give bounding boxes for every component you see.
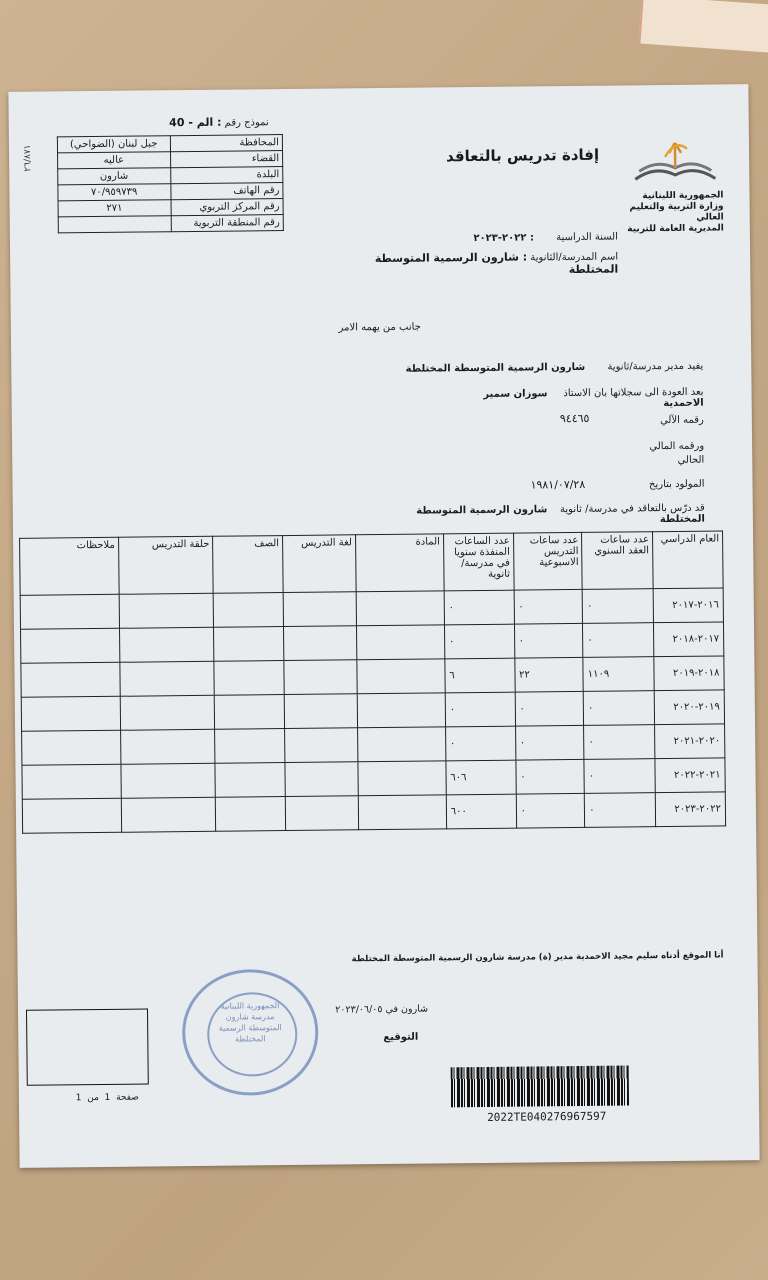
info-label: المحافظة (170, 135, 283, 152)
table-cell (283, 626, 356, 661)
table-cell (214, 661, 284, 696)
place-date: شارون في ٢٠٢٣/٠٦/٠٥ (335, 1003, 429, 1016)
table-cell (215, 729, 285, 764)
table-cell (120, 695, 215, 730)
info-value: عاليه (58, 152, 171, 169)
year-cell: ٢٠٢٠-٢٠٢١ (654, 724, 725, 759)
info-value (58, 216, 171, 233)
signature-label: التوقيع (383, 1031, 419, 1044)
table-cell (21, 696, 120, 731)
records-label: بعد العودة الى سجلاتها بان الاستاذ (563, 386, 704, 400)
page-indicator (29, 1093, 139, 1104)
dob-value: ١٩٨١/٠٧/٢٨ (530, 477, 586, 492)
year-cell: ٢٠١٦-٢٠١٧ (653, 588, 724, 623)
table-cell (21, 628, 120, 663)
stamp-text (185, 1000, 315, 1045)
info-label: القضاء (170, 151, 283, 168)
side-note: ٢٦/٨٧١ (22, 144, 34, 172)
addressee: جانب من يهمه الامر (338, 321, 421, 334)
info-label: رقم المركز التربوي (171, 199, 284, 216)
table-cell (21, 662, 120, 697)
table-cell (213, 593, 283, 628)
table-cell: ٠ (516, 759, 585, 794)
column-header: حلقة التدريس (118, 536, 213, 594)
info-label: رقم المنطقة التربوية (171, 215, 284, 232)
table-cell (119, 627, 214, 662)
info-value: جبل لبنان (الضواحي) (57, 136, 170, 153)
table-cell (121, 763, 216, 798)
table-cell (121, 797, 216, 832)
table-cell: ٠ (514, 623, 583, 658)
table-cell: ٠ (516, 793, 585, 828)
taught-at-row (373, 503, 705, 528)
finance-number-label: ورقمه المالي (649, 440, 705, 453)
table-cell (285, 762, 358, 797)
column-header: عدد ساعات العقد السنوي (582, 532, 653, 590)
table-cell (120, 729, 215, 764)
table-cell (22, 798, 121, 833)
logo-line-3: المديرية العامة للتربية (627, 223, 724, 235)
table-cell: ٠ (515, 691, 584, 726)
column-header: ملاحظات (20, 537, 119, 595)
page-total: 1 (75, 1093, 82, 1104)
table-cell (357, 727, 445, 762)
official-stamp (182, 969, 319, 1096)
document-page (8, 84, 759, 1168)
table-cell (22, 730, 121, 765)
open-book-icon (629, 134, 722, 191)
table-cell: ٠ (514, 589, 583, 624)
stamp-line: الجمهورية اللبنانية (220, 1001, 280, 1011)
table-cell (284, 660, 357, 695)
info-label: رقم الهاتف (170, 183, 283, 200)
table-cell: ٦ (445, 658, 515, 693)
table-cell (120, 661, 215, 696)
stamp-line: المتوسطة الرسمية (218, 1023, 282, 1033)
column-header: العام الدراسي (652, 531, 723, 589)
form-number (69, 115, 269, 130)
table-cell: ٠ (444, 590, 514, 625)
director-label: يفيد مدير مدرسة/ثانوية (607, 360, 704, 373)
table-cell (285, 796, 358, 831)
table-cell (356, 591, 444, 626)
logo-line-2: وزارة التربية والتعليم العالي (629, 201, 724, 223)
table-cell: ٦٠٦ (446, 760, 516, 795)
current-label: الحالي (677, 454, 705, 466)
ministry-logo (629, 134, 722, 191)
table-cell (214, 627, 284, 662)
info-row (58, 215, 283, 233)
school-name-row (330, 250, 618, 279)
stamp-line: مدرسة شارون (225, 1012, 275, 1022)
table-cell: ٠ (515, 725, 584, 760)
signatory-statement: أنا الموقع أدناه سليم مجيد الاحمدية مدير (ة) مدرسة شارون الرسمية المتوسطة المختلطة (351, 950, 724, 965)
signature-box (26, 1008, 149, 1085)
table-cell (285, 728, 358, 763)
director-school: شارون الرسمية المتوسطة المختلطة (405, 361, 586, 375)
table-cell: ٦٠٠ (446, 794, 516, 829)
table-cell (119, 593, 214, 628)
column-header: الصف (213, 536, 283, 594)
academic-year-label: السنة الدراسية (556, 231, 618, 244)
form-number-code: : الم - 40 (169, 115, 222, 130)
year-cell: ٢٠٢٢-٢٠٢٣ (655, 792, 726, 827)
table-cell: ٠ (583, 691, 654, 726)
year-cell: ٢٠١٧-٢٠١٨ (653, 622, 724, 657)
academic-year-row (370, 232, 618, 246)
academic-year-value: : ٢٠٢٢-٢٠٢٣ (473, 232, 534, 245)
info-value: ٢٧١ (58, 200, 171, 217)
computer-number-label: رقمه الآلي (660, 414, 704, 427)
year-cell: ٢٠١٨-٢٠١٩ (654, 656, 725, 691)
table-cell (357, 659, 445, 694)
year-cell: ٢٠٢١-٢٠٢٢ (655, 758, 726, 793)
info-value: شارون (58, 168, 171, 185)
table-cell (284, 694, 357, 729)
table-cell: ٠ (582, 589, 653, 624)
table-row (22, 792, 725, 833)
table-cell: ٠ (583, 623, 654, 658)
taught-label: قد درّس بالتعاقد في مدرسة/ ثانوية (559, 502, 705, 516)
table-cell (358, 761, 446, 796)
teacher-name: سوزان سمير الاحمدية (483, 388, 704, 410)
teacher-row (452, 387, 704, 412)
logo-line-1: الجمهورية اللبنانية (642, 190, 724, 202)
table-cell (283, 592, 356, 627)
director-statement (391, 361, 703, 375)
table-cell (358, 795, 446, 830)
barcode-number: 2022TE040276967597 (487, 1109, 607, 1124)
taught-school: شارون الرسمية المتوسطة المختلطة (416, 504, 705, 526)
column-header: المادة (355, 534, 444, 592)
school-name-label: اسم المدرسة/الثانوية (530, 251, 619, 264)
page-label: صفحة (116, 1092, 139, 1103)
table-cell: ٠ (584, 725, 655, 760)
background-paper-corner (638, 0, 768, 52)
dob-label: المولود بتاريخ (648, 478, 705, 491)
barcode (451, 1065, 629, 1107)
document-title: إفادة تدريس بالتعاقد (446, 145, 600, 166)
column-header: عدد ساعات التدريس الاسبوعية (513, 532, 582, 590)
table-cell (20, 594, 119, 629)
table-cell: ٠ (445, 726, 515, 761)
table-cell (215, 695, 285, 730)
table-cell: ٠ (445, 692, 515, 727)
column-header: لغة التدريس (282, 535, 355, 593)
column-header: عدد الساعات المنفذة سنويا في مدرسة/ثانوية (443, 533, 513, 591)
table-cell: ٢٢ (514, 657, 583, 692)
table-cell (22, 764, 121, 799)
table-cell (357, 693, 445, 728)
table-cell: ٠ (584, 759, 655, 794)
teaching-hours-table (19, 530, 726, 833)
school-name-value: : شارون الرسمية المتوسطة المختلطة (374, 250, 619, 277)
table-cell: ٠ (585, 793, 656, 828)
table-cell (216, 797, 286, 832)
ministry-logo-text (613, 190, 723, 235)
form-number-label: نموذج رقم (224, 117, 269, 129)
computer-number-value: ٩٤٤٦٥ (559, 411, 590, 426)
table-cell: ١١٠٩ (583, 657, 654, 692)
year-cell: ٢٠١٩-٢٠٢٠ (654, 690, 725, 725)
page-of: من (87, 1093, 99, 1104)
location-info-table (57, 134, 284, 233)
page-current: 1 (104, 1092, 111, 1103)
table-cell (215, 763, 285, 798)
info-label: البلدة (170, 167, 283, 184)
info-value: ٧٠/٩٥٩٧٣٩ (58, 184, 171, 201)
stamp-line: المختلطة (235, 1034, 266, 1044)
table-cell (356, 625, 444, 660)
table-cell: ٠ (444, 624, 514, 659)
